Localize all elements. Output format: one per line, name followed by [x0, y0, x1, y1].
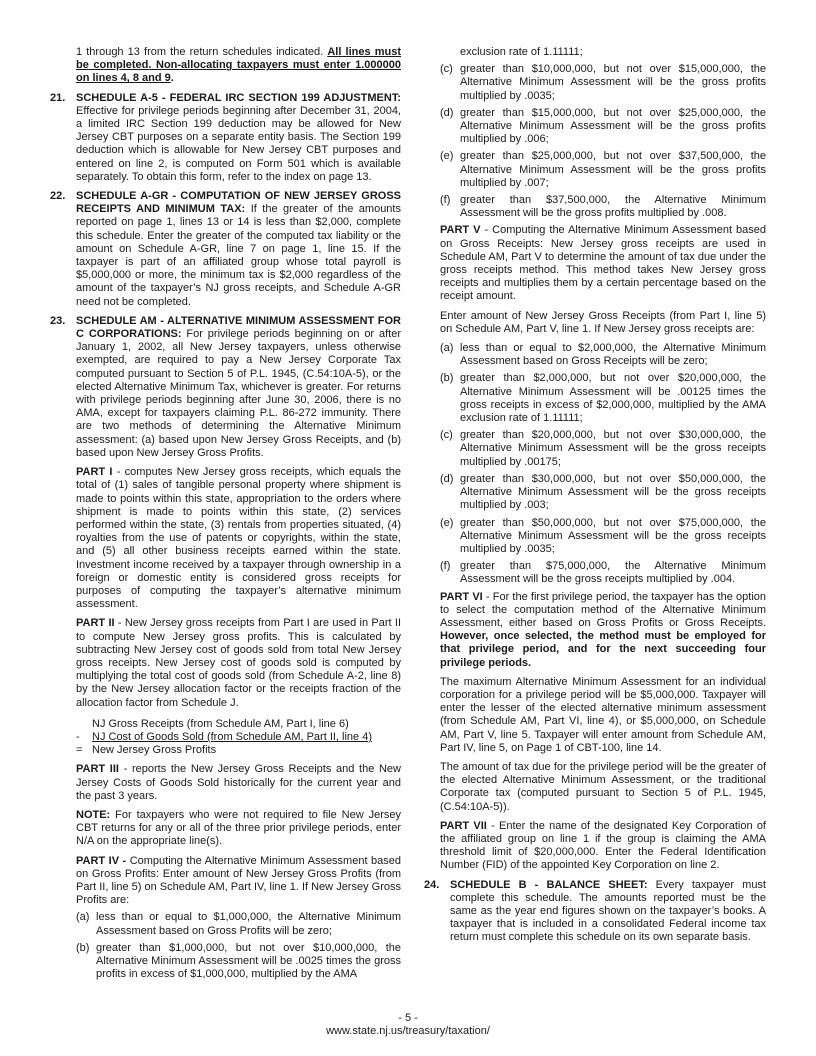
section-number: 21. — [50, 91, 66, 104]
page-number: - 5 - — [398, 1012, 418, 1024]
part-5-item-b: (b) greater than $2,000,000, but not over $20,000,000, the Alternative Minimum Assessment will be .00125 times the gross receipts in excess of $2,000,000, multiplied by the AMA exclusion rate of 1.11111; — [440, 372, 766, 425]
section-number: 22. — [50, 190, 66, 203]
part-4-paragraph: PART IV - Computing the Alternative Minimum Assessment based on Gross Profits: Enter amount of New Jersey Gross Profits (from Part II, line 5) on Schedule AM, Part IV, line 1. If New Jersey Gross Profits are: — [76, 854, 401, 907]
part-5-item-d: (d) greater than $30,000,000, but not over $50,000,000, the Alternative Minimum Assessment will be the gross receipts multiplied by .003; — [440, 472, 766, 512]
part-5-item-c: (c) greater than $20,000,000, but not over $30,000,000, the Alternative Minimum Assessment will be the gross receipts multiplied by .00175; — [440, 429, 766, 468]
section-title: SCHEDULE AM - ALTERNATIVE MINIMUM ASSESSMENT FOR C CORPORATIONS: — [76, 314, 401, 341]
footer-url: www.state.nj.us/treasury/taxation/ — [326, 1025, 490, 1037]
page-footer — [0, 1012, 816, 1038]
enter-gross-receipts-paragraph: Enter amount of New Jersey Gross Receipts (from Part I, line 5) on Schedule AM, Part V, line 1. If New Jersey gross receipts are: — [440, 309, 766, 335]
section-title: SCHEDULE B - BALANCE SHEET: — [450, 878, 648, 891]
part-4-item-d: (d) greater than $15,000,000, but not over $25,000,000, the Alternative Minimum Assessment will be the gross profits multiplied by .006; — [440, 106, 766, 146]
part-7-paragraph: PART VII - Enter the name of the designated Key Corporation of the affiliated group on line 1 if the group is claiming the AMA threshold limit of $20,000,000. Enter the Federal Identification Number (FID) of the appointed Key Corporation on line 2. — [440, 819, 766, 872]
part-5-item-e: (e) greater than $50,000,000, but not over $75,000,000, the Alternative Minimum Assessment will be the gross receipts multiplied by .0035; — [440, 516, 766, 555]
left-column — [50, 46, 401, 985]
tax-due-paragraph: The amount of tax due for the privilege period will be the greater of the elected Alternative Minimum Assessment, or the traditional Corporate tax (computed pursuant to Section 5 of P.L. 1945, (C.54:10A-5)). — [440, 760, 766, 813]
note-paragraph: NOTE: For taxpayers who were not required to file New Jersey CBT returns for any or all of the three prior privilege periods, enter N/A on the appropriate line(s). — [76, 808, 401, 848]
section-21 — [50, 92, 401, 184]
part-5-item-a: (a) less than or equal to $2,000,000, the Alternative Minimum Assessment based on Gross Receipts will be zero; — [440, 342, 766, 368]
gross-profit-calculation — [76, 718, 401, 758]
section-text: Every taxpayer must complete this schedule. The amounts reported must be the same as the year end figures shown on the taxpayer’s books. A taxpayer that is included in a consolidated Federal income tax return must complete this schedule on its own separate basis. — [450, 878, 766, 944]
continuation-text: exclusion rate of 1.11111; — [460, 46, 583, 58]
section-23 — [50, 315, 401, 460]
section-number: 24. — [424, 878, 440, 891]
calc-line-profits: = New Jersey Gross Profits — [76, 744, 217, 757]
intro-emphasis: All lines must be completed. Non-allocating taxpayers must enter 1.000000 on lines 4, 8 and 9 — [76, 46, 401, 85]
section-24 — [424, 879, 766, 945]
section-22 — [50, 190, 401, 309]
calc-line-receipts: NJ Gross Receipts (from Schedule AM, Part I, line 6) — [92, 717, 349, 730]
part-4-item-e: (e) greater than $25,000,000, but not over $37,500,000, the Alternative Minimum Assessment will be the gross profits multiplied by .007; — [440, 150, 766, 189]
section-title: SCHEDULE A-GR - COMPUTATION OF NEW JERSEY GROSS RECEIPTS AND MINIMUM TAX: — [76, 190, 401, 216]
part-5-paragraph: PART V - Computing the Alternative Minimum Assessment based on Gross Receipts: New Jersey gross receipts are used in Schedule AM, Part V to determine the amount of tax due under the gross receipts method. This method takes New Jersey gross receipts and multiplies them by a certain percentage based on the receipt amount. — [440, 224, 766, 303]
part-1-paragraph: PART I - computes New Jersey gross receipts, which equals the total of (1) sales of tangible personal property where shipment is made to points within this state, appropriation to the orders where shipment is made to points within this state, (2) services performed within the state, (3) rentals from properties situated, (4) royalties from the use of patents or copyrights, within the state, and (5) all other business receipts earned within the state. Investment income received by a taxpayer through ownership in a foreign or domestic entity is considered gross receipts for purposes of computing the taxpayer’s alternative minimum assessment. — [76, 466, 401, 611]
section-text: Effective for privilege periods beginning after December 31, 2004, a limited IRC Section 199 deduction may be allowed for New Jersey CBT purposes on a separate entity basis. The Section 199 deduction which is allowable for New Jersey CBT purposes and entered on line 2, is computed on Form 501 which is available separately. To obtain this form, refer to the index on page 13. — [76, 104, 401, 183]
section-title: SCHEDULE A-5 - FEDERAL IRC SECTION 199 ADJUSTMENT: — [76, 91, 401, 104]
calc-line-cogs: - NJ Cost of Goods Sold (from Schedule AM, Part II, line 4) — [76, 730, 373, 743]
part-4-item-b: (b) greater than $1,000,000, but not over $10,000,000, the Alternative Minimum Assessment will be .0025 times the gross profits in excess of $1,000,000, multiplied by the AMA — [76, 941, 401, 981]
maximum-assessment-paragraph: The maximum Alternative Minimum Assessment for an individual corporation for a privilege period will be $5,000,000. Taxpayer will enter the lesser of the elected alternative minimum assessment (from Schedule AM, Part VI, line 4), or $5,000,000, on Schedule AM, Part V, line 5. Taxpayer will enter amount from Schedule AM, Part IV, line 5, on Page 1 of CBT-100, line 14. — [440, 675, 766, 754]
part-4-item-a: (a) less than or equal to $1,000,000, the Alternative Minimum Assessment based on Gross Profits will be zero; — [76, 911, 401, 937]
intro-paragraph: 1 through 13 from the return schedules indicated. All lines must be completed. Non-allocating taxpayers must enter 1.000000 on lines 4, 8 and 9. — [76, 46, 401, 85]
part-6-paragraph: PART VI - For the first privilege period, the taxpayer has the option to select the computation method of the Alternative Minimum Assessment, either based on Gross Profits or Gross Receipts. However, once selected, the method must be employed for that privilege period, and for the next succeeding four privilege periods. — [440, 590, 767, 669]
section-number: 23. — [50, 314, 66, 327]
part-3-paragraph: PART III - reports the New Jersey Gross Receipts and the New Jersey Costs of Goods Sold historically for the current year and the past 3 years. — [76, 763, 401, 802]
part-4-item-f: (f) greater than $37,500,000, the Alternative Minimum Assessment will be the gross profits multiplied by .008. — [440, 194, 766, 220]
section-text: For privilege periods beginning on or after January 1, 2002, all New Jersey taxpayers, unless otherwise exempted, are required to pay a New Jersey Corporate Tax computed pursuant to Section 5 of P.L. 1945, (C.54:10A-5), or the elected Alternative Minimum Tax, whichever is greater. For returns with privilege periods beginning after June 30, 2006, there is no AMA, except for taxpayers claiming P.L. 86-272 immunity. There are two methods of determining the Alternative Minimum assessment: (a) based upon New Jersey Gross Receipts, and (b) based upon New Jersey Gross Profits. — [76, 328, 401, 459]
part-4-item-c: (c) greater than $10,000,000, but not over $15,000,000, the Alternative Minimum Assessment will be the gross profits multiplied by .0035; — [440, 63, 766, 102]
part-2-paragraph: PART II - New Jersey gross receipts from Part I are used in Part II to compute New Jersey gross profits. This is calculated by subtracting New Jersey cost of goods sold from total New Jersey gross receipts. New Jersey cost of goods sold is computed by multiplying the total cost of goods sold (from Schedule A-2, line 8) by the New Jersey allocation factor or the receipts fraction of the allocation factor from Schedule J. — [76, 617, 401, 709]
section-text: If the greater of the amounts reported on page 1, lines 13 or 14 is less than $2,000, complete this schedule. Enter the greater of the computed tax liability or the amount on Schedule A-GR, line 7 on page 1, line 15. If the taxpayer is part of an affiliated group whose total payroll is $5,000,000 or more, the minimum tax is $2,000 regardless of the amount of the taxpayer’s NJ gross receipts, and Schedule A-GR need not be completed. — [76, 203, 401, 308]
right-column — [424, 46, 767, 948]
part-5-item-f: (f) greater than $75,000,000, the Alternative Minimum Assessment will be the gross receipts multiplied by .004. — [440, 560, 766, 586]
